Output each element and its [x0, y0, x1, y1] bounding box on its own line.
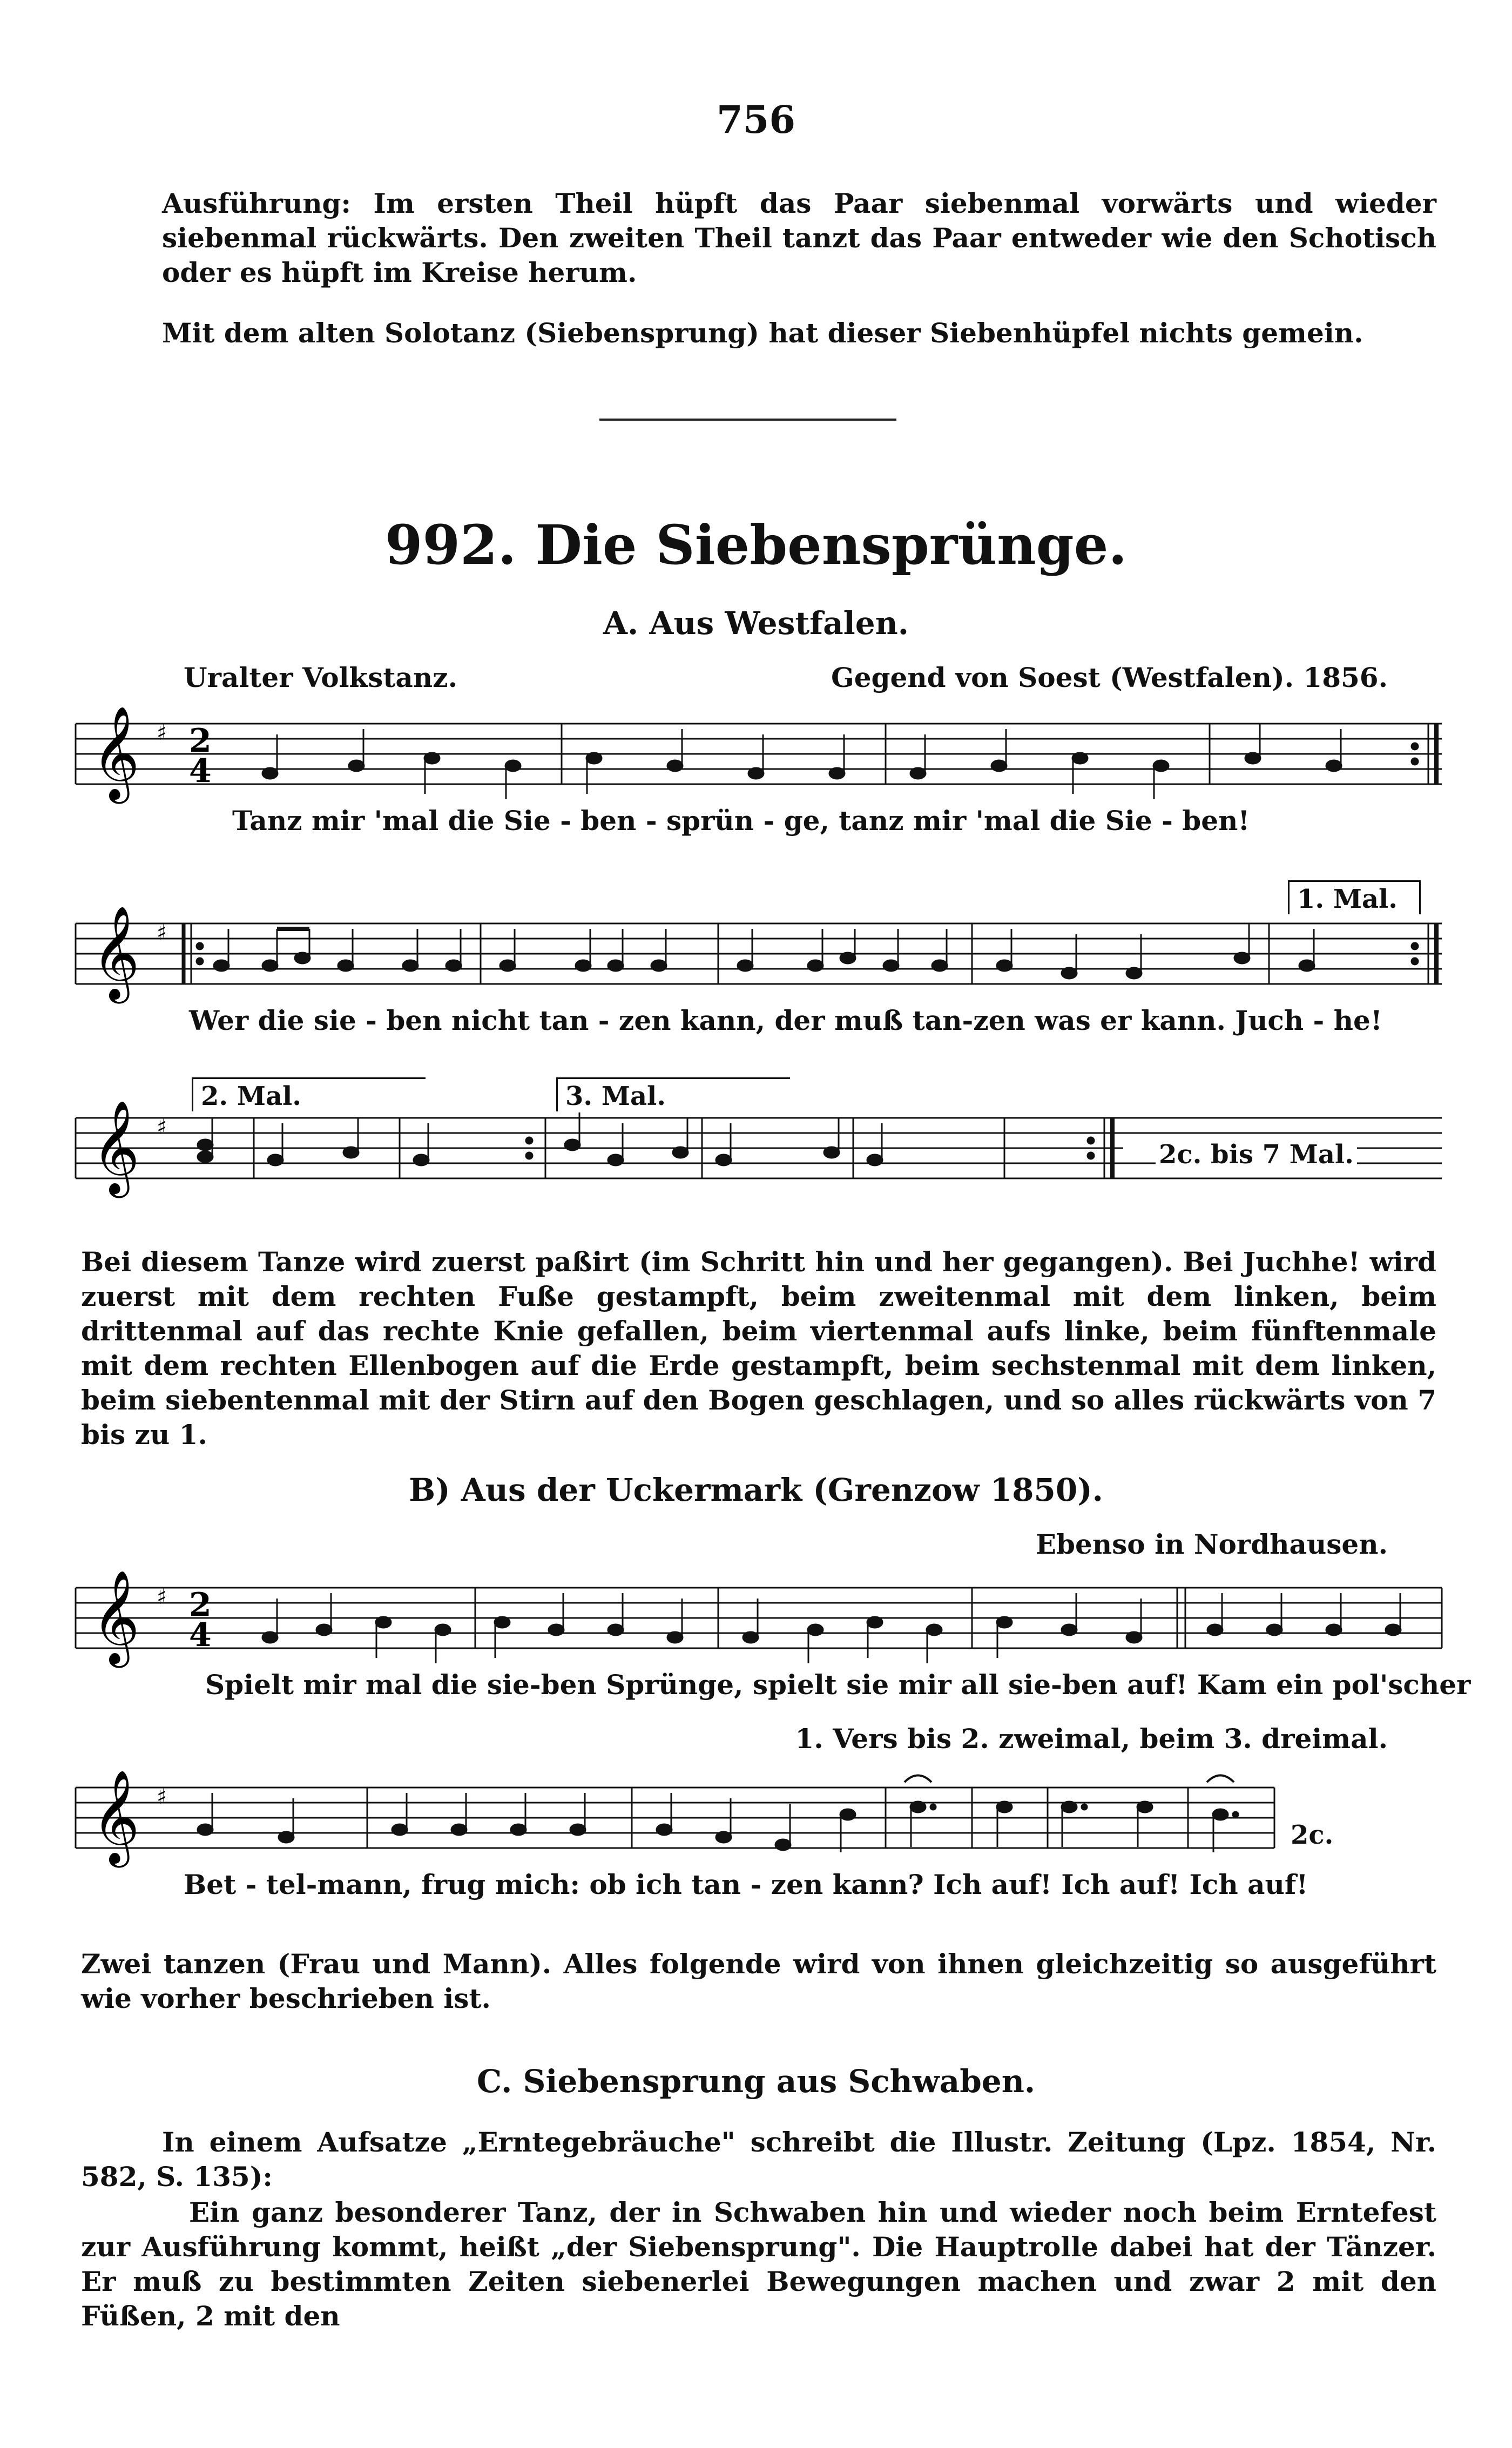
svg-text:𝄞: 𝄞	[92, 1100, 140, 1194]
intro-note: Mit dem alten Solotanz (Siebensprung) hat dieser Siebenhüpfel nichts gemein.	[162, 317, 1364, 349]
svg-text:4: 4	[189, 1616, 212, 1654]
svg-text:2: 2	[189, 722, 212, 760]
svg-text:♯: ♯	[157, 1114, 167, 1139]
notes-a3	[198, 1112, 1094, 1165]
volta-1: 1. Mal.	[1288, 880, 1421, 914]
svg-text:𝄞: 𝄞	[92, 1770, 140, 1864]
intro-paragraph: Ausführung: Im ersten Theil hüpft das Paar siebenmal vorwärts und wieder siebenmal rückwärts. Den zweiten Theil tanzt das Paar entweder wie den Schotisch oder es hüpft im Kreise herum.	[162, 187, 1436, 288]
svg-text:𝄞: 𝄞	[92, 906, 140, 1000]
svg-text:4: 4	[189, 752, 212, 790]
lyrics-b2: Bet - tel-mann, frug mich: ob ich tan - zen kann? Ich auf! Ich auf! Ich auf!	[184, 1869, 1308, 1900]
volta-2: 2. Mal.	[192, 1077, 426, 1111]
svg-text:𝄞: 𝄞	[92, 1570, 140, 1664]
notes-a1	[262, 724, 1418, 799]
section-a-heading: A. Aus Westfalen.	[603, 605, 909, 642]
lyrics-a1: Tanz mir 'mal die Sie - ben - sprün - ge, tanz mir 'mal die Sie - ben!	[232, 805, 1250, 837]
svg-text:♯: ♯	[157, 1784, 167, 1809]
fermata-icon	[905, 1776, 1234, 1783]
section-c-intro: In einem Aufsatze „Erntegebräuche" schreibt die Illustr. Zeitung (Lpz. 1854, Nr. 582, S. 135):	[81, 2126, 1436, 2193]
lyrics-a2: Wer die sie - ben nicht tan - zen kann, der muß tan-zen was er kann. Juch - he!	[189, 1004, 1382, 1036]
lyrics-b1: Spielt mir mal die sie-ben Sprünge, spielt sie mir all sie-ben auf! Kam ein pol'scher	[205, 1669, 1471, 1701]
svg-text:♯: ♯	[157, 720, 167, 745]
section-c-body: Ein ganz besonderer Tanz, der in Schwaben hin und wieder noch beim Erntefest zur Ausführung kommt, heißt „der Siebensprung". Die Hauptrolle dabei hat der Tänzer. Er muß zu bestimmten Zeiten siebenerlei Bewegungen machen und zwar 2 mit den Füßen, 2 mit den	[81, 2196, 1436, 2332]
section-a-description: Bei diesem Tanze wird zuerst paßirt (im Schritt hin und her gegangen). Bei Juchhe! wird zuerst mit dem rechten Fuße gestampft, beim zweitenmal mit dem linken, beim drittenmal auf das rechte Knie gefallen, beim viertenmal aufs linke, beim fünftenmale mit dem rechten Ellenbogen auf die Erde gestampft, beim sechstenmal mit dem linken, beim siebentenmal mit der Stirn auf den Bogen geschlagen, und so alles rückwärts von 7 bis zu 1.	[81, 1246, 1436, 1451]
section-a-right-source: Gegend von Soest (Westfalen). 1856.	[831, 662, 1388, 693]
notes-a2	[197, 923, 1418, 979]
svg-text:♯: ♯	[157, 920, 167, 945]
verse-note: 1. Vers bis 2. zweimal, beim 3. dreimal.	[795, 1723, 1388, 1755]
staff-b2-etc: 2c.	[1291, 1820, 1334, 1850]
page-number: 756	[716, 97, 796, 142]
section-a-left-source: Uralter Volkstanz.	[184, 662, 457, 693]
section-c-heading: C. Siebensprung aus Schwaben.	[476, 2063, 1036, 2100]
section-b-right-source: Ebenso in Nordhausen.	[1035, 1528, 1388, 1560]
section-divider	[599, 419, 896, 421]
section-b-heading: B) Aus der Uckermark (Grenzow 1850).	[409, 1472, 1103, 1508]
svg-text:♯: ♯	[157, 1584, 167, 1609]
repeat-etc-label: 2c. bis 7 Mal.	[1156, 1139, 1357, 1170]
svg-text:2: 2	[189, 1586, 212, 1624]
section-b-description: Zwei tanzen (Frau und Mann). Alles folgende wird von ihnen gleichzeitig so ausgeführt wie vorher beschrieben ist.	[81, 1948, 1436, 2014]
volta-3: 3. Mal.	[556, 1077, 790, 1111]
song-title: 992. Die Siebensprünge.	[384, 513, 1128, 577]
treble-clef-icon: 𝄞	[92, 706, 140, 800]
